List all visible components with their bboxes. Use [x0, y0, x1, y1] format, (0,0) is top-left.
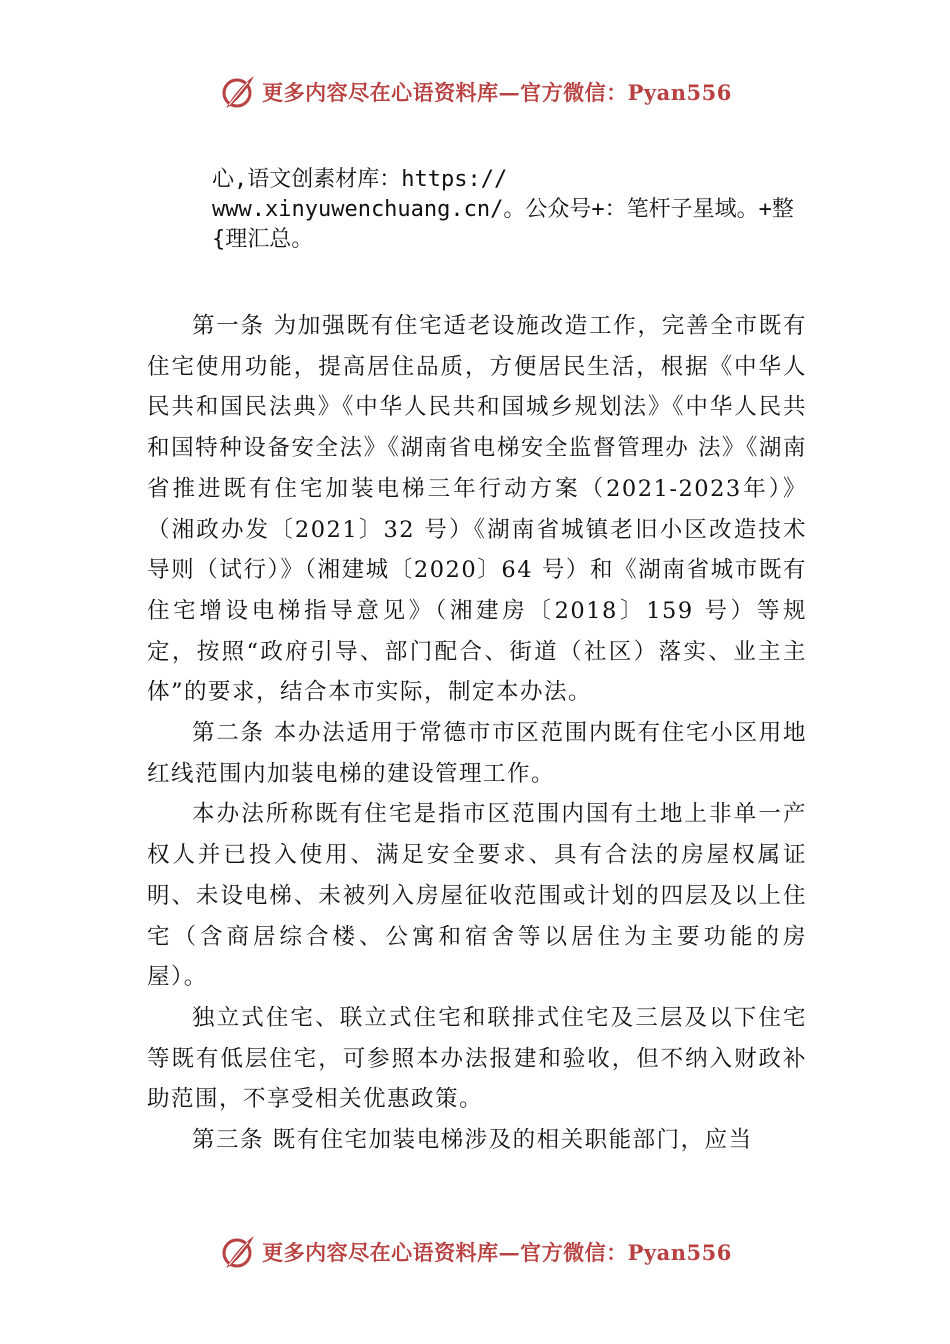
article-3-paragraph: 第三条 既有住宅加装电梯涉及的相关职能部门，应当 — [192, 1127, 753, 1154]
article-2-paragraph: 第二条 本办法适用于常德市市区范围内既有住宅小区用地红线范围内加装电梯的建设管理工作。 — [147, 720, 807, 787]
definition-paragraph: 本办法所称既有住宅是指市区范围内国有土地上非单一产权人并已投入使用、满足安全要求、具有合法的房屋权属证明、未设电梯、未被列入房屋征收范围或计划的四层及以上住宅（含商居综合楼、公寓和宿舍等以居住为主要功能的房屋）。 — [147, 801, 807, 991]
article-1-paragraph: 第一条 为加强既有住宅适老设施改造工作，完善全市既有住宅使用功能，提高居住品质，方便居民生活，根据《中华人民共和国民法典》《中华人民共和国城乡规划法》《中华人民共和国特种设备安全法》《湖南省电梯安全监督管理办 法》《湖南省推进既有住宅加装电梯三年行动方案（2021-2023年）》（湘政办发〔2021〕32 号）《湖南省城镇老旧小区改造技术导则（试行）》（湘建城〔2020〕64 号）和《湖南省城市既有住宅增设电梯指导意见》（湘建房〔2018〕159 号）等规定，按照“政府引导、部门配合、街道（社区）落实、业主主体”的要求，结合本市实际，制定本办法。 — [147, 313, 807, 706]
low-rise-paragraph: 独立式住宅、联立式住宅和联排式住宅及三层及以下住宅等既有低层住宅，可参照本办法报建和验收，但不纳入财政补助范围，不享受相关优惠政策。 — [147, 1004, 807, 1113]
banner-text: 更多内容尽在心语资料库—官方微信：Pyan556 — [262, 1240, 732, 1265]
source-note — [212, 165, 837, 255]
quill-leaf-logo-icon — [218, 1232, 258, 1272]
quill-leaf-logo-icon — [218, 72, 258, 112]
source-note-line: 心,语文创素材库：https:// — [212, 167, 508, 192]
source-note-line: {理汇总。 — [212, 227, 314, 252]
footer-banner — [0, 1232, 950, 1272]
banner-text: 更多内容尽在心语资料库—官方微信：Pyan556 — [262, 80, 732, 105]
document-body — [147, 306, 807, 1161]
header-banner — [0, 72, 950, 112]
source-note-line: www.xinyuwenchuang.cn/。公众号+：笔杆子星域。+整 — [212, 197, 794, 222]
